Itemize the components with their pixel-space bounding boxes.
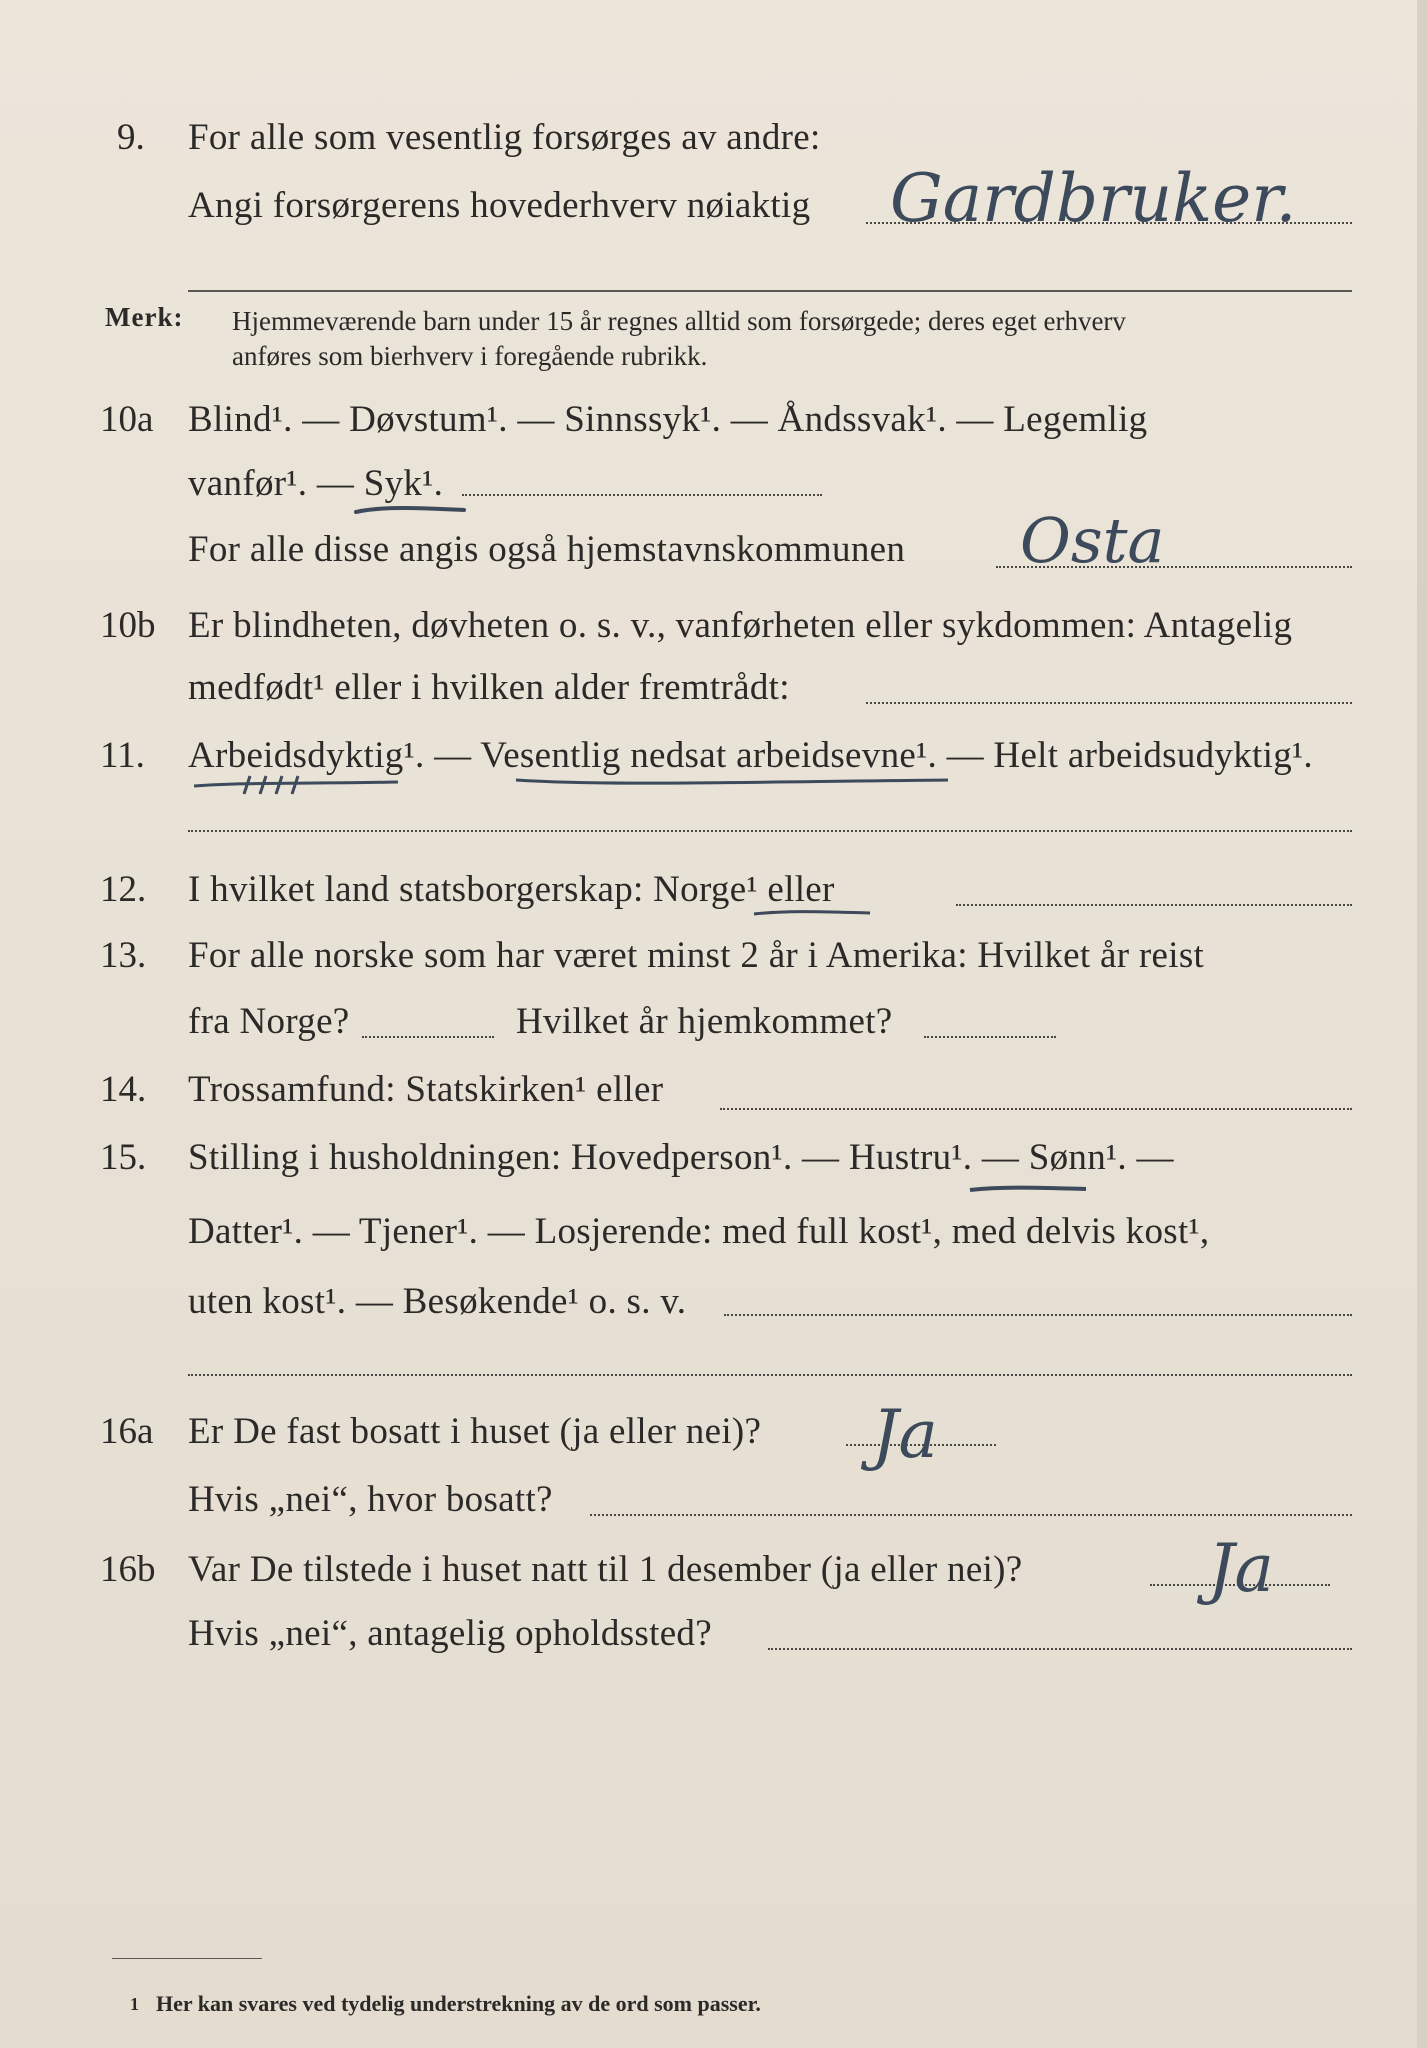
q15-line3: uten kost¹. — Besøkende¹ o. s. v. [188, 1281, 687, 1322]
q13-number: 13. [100, 935, 147, 976]
q13-line1: For alle norske som har været minst 2 år i Amerika: Hvilket år reist [188, 935, 1205, 976]
q10a-line3: For alle disse angis også hjemstavnskommunen [188, 529, 906, 570]
q9-divider [188, 290, 1352, 292]
norge-underline-mark [750, 904, 880, 924]
q10a-number: 10a [100, 399, 154, 440]
q16b-line1: Var De tilstede i huset natt til 1 desember (ja eller nei)? [188, 1549, 1023, 1590]
q11-number: 11. [100, 735, 145, 776]
footnote-rule [112, 1958, 262, 1959]
q16a-number: 16a [100, 1411, 154, 1452]
q15-line2: Datter¹. — Tjener¹. — Losjerende: med full kost¹, med delvis kost¹, [188, 1211, 1210, 1252]
q9-answer-handwriting: Gardbruker. [890, 160, 1297, 237]
q13-line2b: Hvilket år hjemkommet? [516, 1001, 893, 1042]
q13-line2a: fra Norge? [188, 1001, 350, 1042]
q11-answer-line [188, 830, 1352, 832]
q11-line1: Arbeidsdyktig¹. — Vesentlig nedsat arbeidsevne¹. — Helt arbeidsudyktig¹. [188, 735, 1313, 776]
footnote-mark: 1 [130, 1994, 139, 2014]
q10a-line1: Blind¹. — Døvstum¹. — Sinnssyk¹. — Åndssvak¹. — Legemlig [188, 399, 1148, 440]
hustru-underline-mark [966, 1180, 1096, 1200]
q16a-line2: Hvis „nei“, hvor bosatt? [188, 1479, 553, 1520]
merk-label: Merk: [105, 302, 184, 332]
q9-line1: For alle som vesentlig forsørges av andre: [188, 117, 821, 158]
q10a-answer-handwriting: Osta [1020, 504, 1165, 577]
q10a-syk-line [462, 494, 822, 496]
q12-number: 12. [100, 869, 147, 910]
q16a-line1: Er De fast bosatt i huset (ja eller nei)? [188, 1411, 762, 1452]
footnote-text: Her kan svares ved tydelig understrekning av de ord som passer. [156, 1991, 761, 2016]
q13-hjemkommet-line [924, 1036, 1056, 1038]
merk-line1: Hjemmeværende barn under 15 år regnes alltid som forsørgede; deres eget erhverv [232, 306, 1126, 336]
q10a-line2: vanfør¹. — Syk¹. [188, 463, 444, 504]
q15-number: 15. [100, 1137, 147, 1178]
page-edge [1417, 0, 1427, 2048]
q15-answer-line-2 [188, 1374, 1352, 1376]
q16b-opholdssted-line [768, 1648, 1352, 1650]
merk-line2: anføres som bierhverv i foregående rubrikk. [232, 341, 708, 371]
q11-underline-marks [188, 772, 1188, 802]
q12-line1: I hvilket land statsborgerskap: Norge¹ eller [188, 869, 835, 910]
q10b-number: 10b [100, 605, 156, 646]
syk-underline-mark [352, 500, 472, 520]
q9-line2: Angi forsørgerens hovederhverv nøiaktig [188, 185, 811, 226]
q10b-line1: Er blindheten, døvheten o. s. v., vanførheten eller sykdommen: Antagelig [188, 605, 1293, 646]
q10b-answer-line [866, 702, 1352, 704]
q10b-line2: medfødt¹ eller i hvilken alder fremtrådt: [188, 667, 790, 708]
q13-reist-line [362, 1036, 494, 1038]
q16b-line2: Hvis „nei“, antagelig opholdssted? [188, 1613, 712, 1654]
q15-answer-line [724, 1314, 1352, 1316]
q16b-answer-handwriting: Ja [1208, 1530, 1274, 1607]
q16b-number: 16b [100, 1549, 156, 1590]
q14-number: 14. [100, 1069, 147, 1110]
q12-answer-line [956, 904, 1352, 906]
q15-line1: Stilling i husholdningen: Hovedperson¹. — Hustru¹. — Sønn¹. — [188, 1137, 1174, 1178]
q16a-bosatt-line [590, 1514, 1352, 1516]
q14-line1: Trossamfund: Statskirken¹ eller [188, 1069, 664, 1110]
q9-number: 9. [117, 117, 145, 158]
q16a-answer-handwriting: Ja [872, 1396, 938, 1473]
q14-answer-line [720, 1108, 1352, 1110]
